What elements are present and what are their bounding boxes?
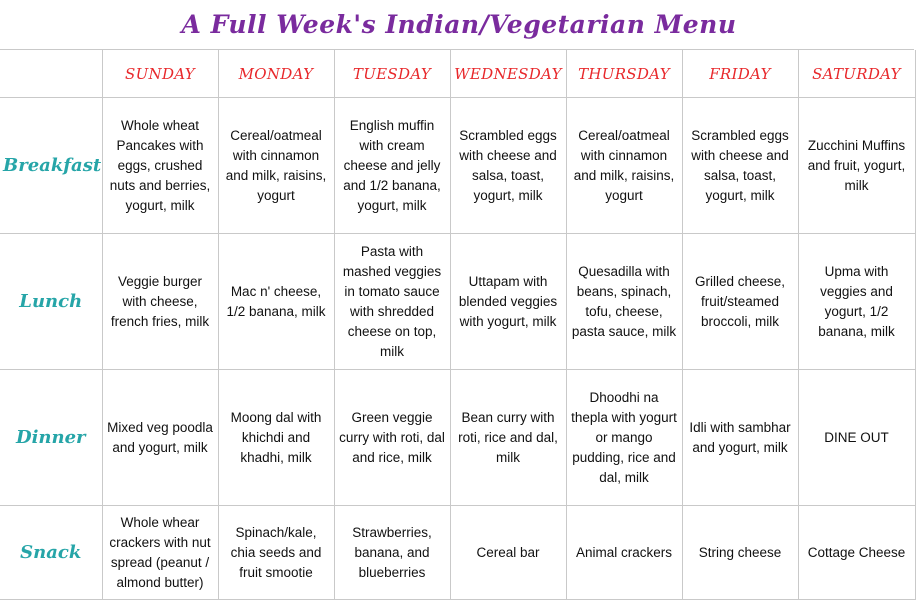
menu-cell-breakfast-saturday: Zucchini Muffins and fruit, yogurt, milk [798, 98, 915, 234]
menu-cell-snack-wednesday: Cereal bar [450, 506, 566, 600]
menu-cell-breakfast-wednesday: Scrambled eggs with cheese and salsa, toast, yogurt, milk [450, 98, 566, 234]
menu-cell-breakfast-friday: Scrambled eggs with cheese and salsa, toast, yogurt, milk [682, 98, 798, 234]
menu-cell-snack-thursday: Animal crackers [566, 506, 682, 600]
menu-cell-breakfast-thursday: Cereal/oatmeal with cinnamon and milk, raisins, yogurt [566, 98, 682, 234]
day-header-tuesday: TUESDAY [334, 50, 450, 98]
menu-cell-lunch-tuesday: Pasta with mashed veggies in tomato sauce with shredded cheese on top, milk [334, 234, 450, 370]
menu-cell-snack-monday: Spinach/kale, chia seeds and fruit smootie [218, 506, 334, 600]
menu-cell-snack-friday: String cheese [682, 506, 798, 600]
menu-cell-lunch-sunday: Veggie burger with cheese, french fries, milk [102, 234, 218, 370]
menu-cell-lunch-wednesday: Uttapam with blended veggies with yogurt, milk [450, 234, 566, 370]
corner-cell [0, 50, 102, 98]
menu-cell-dinner-thursday: Dhoodhi na thepla with yogurt or mango pudding, rice and dal, milk [566, 370, 682, 506]
title-row [0, 0, 914, 50]
menu-cell-dinner-monday: Moong dal with khichdi and khadhi, milk [218, 370, 334, 506]
menu-cell-lunch-saturday: Upma with veggies and yogurt, 1/2 banana, milk [798, 234, 915, 370]
menu-cell-snack-tuesday: Strawberries, banana, and blueberries [334, 506, 450, 600]
menu-cell-dinner-saturday: DINE OUT [798, 370, 915, 506]
menu-cell-breakfast-monday: Cereal/oatmeal with cinnamon and milk, raisins, yogurt [218, 98, 334, 234]
menu-cell-dinner-wednesday: Bean curry with roti, rice and dal, milk [450, 370, 566, 506]
day-header-monday: MONDAY [218, 50, 334, 98]
meal-row-dinner [0, 370, 915, 506]
day-header-row [0, 50, 915, 98]
meal-label-dinner: Dinner [0, 370, 102, 506]
menu-cell-dinner-sunday: Mixed veg poodla and yogurt, milk [102, 370, 218, 506]
menu-cell-breakfast-sunday: Whole wheat Pancakes with eggs, crushed nuts and berries, yogurt, milk [102, 98, 218, 234]
menu-cell-snack-saturday: Cottage Cheese [798, 506, 915, 600]
meal-row-snack [0, 506, 915, 600]
menu-cell-snack-sunday: Whole whear crackers with nut spread (peanut / almond butter) [102, 506, 218, 600]
day-header-sunday: SUNDAY [102, 50, 218, 98]
menu-cell-lunch-thursday: Quesadilla with beans, spinach, tofu, cheese, pasta sauce, milk [566, 234, 682, 370]
meal-row-breakfast [0, 98, 915, 234]
day-header-thursday: THURSDAY [566, 50, 682, 98]
day-header-wednesday: WEDNESDAY [450, 50, 566, 98]
meal-label-breakfast: Breakfast [0, 98, 102, 234]
meal-label-lunch: Lunch [0, 234, 102, 370]
menu-cell-lunch-monday: Mac n' cheese, 1/2 banana, milk [218, 234, 334, 370]
menu-cell-dinner-tuesday: Green veggie curry with roti, dal and rice, milk [334, 370, 450, 506]
weekly-menu-table [0, 50, 916, 600]
day-header-friday: FRIDAY [682, 50, 798, 98]
menu-cell-dinner-friday: Idli with sambhar and yogurt, milk [682, 370, 798, 506]
menu-cell-breakfast-tuesday: English muffin with cream cheese and jelly and 1/2 banana, yogurt, milk [334, 98, 450, 234]
menu-title: A Full Week's Indian/Vegetarian Menu [181, 10, 737, 39]
day-header-saturday: SATURDAY [798, 50, 915, 98]
meal-row-lunch [0, 234, 915, 370]
menu-cell-lunch-friday: Grilled cheese, fruit/steamed broccoli, milk [682, 234, 798, 370]
meal-label-snack: Snack [0, 506, 102, 600]
